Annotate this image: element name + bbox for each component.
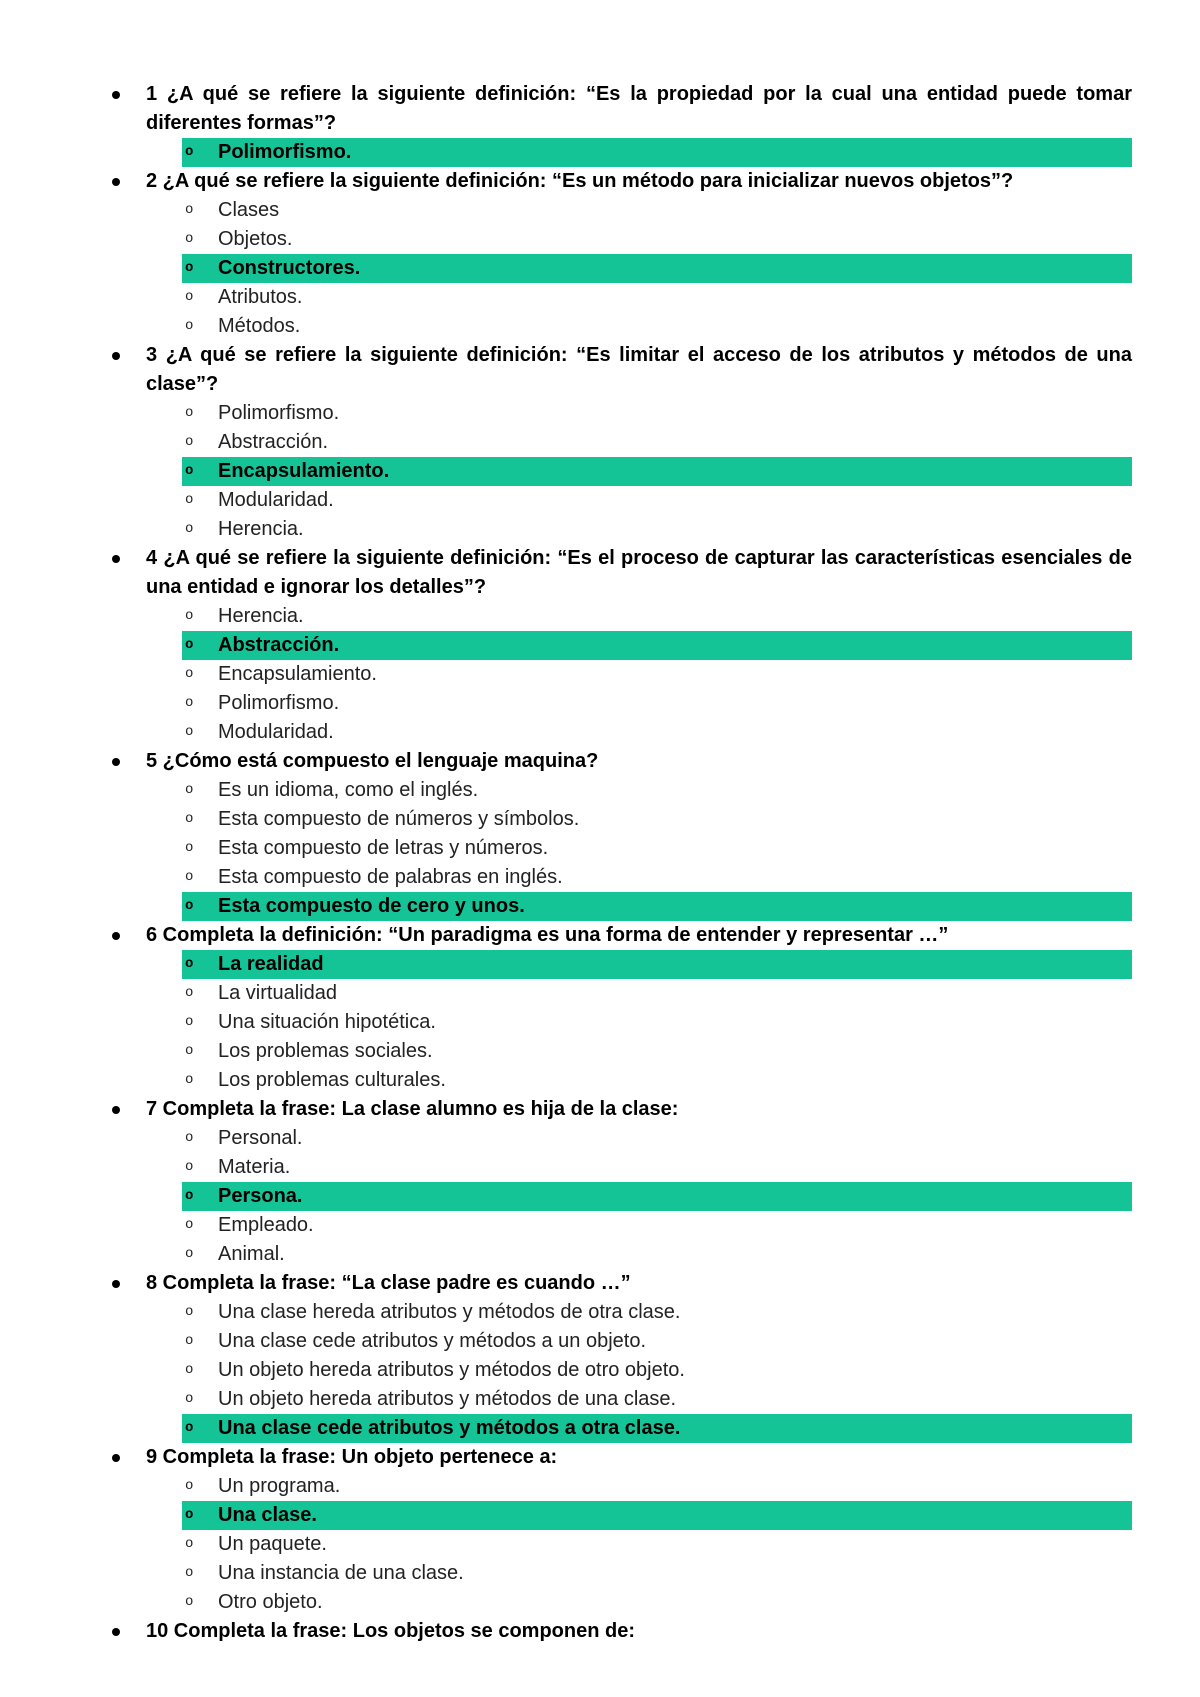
option-bullet-icon: o xyxy=(185,434,194,450)
answer-option xyxy=(182,1008,1132,1037)
option-bullet-icon: o xyxy=(185,1043,194,1059)
option-text: Abstracción. xyxy=(218,634,340,656)
answer-option xyxy=(182,689,1132,718)
option-bullet-icon: o xyxy=(185,1188,194,1204)
option-bullet-icon: o xyxy=(185,1159,194,1175)
bullet-icon xyxy=(112,932,120,940)
question-text: 3 ¿A qué se refiere la siguiente definición: “Es limitar el acceso de los atributos y métodos de una clase”? xyxy=(146,344,1132,395)
option-text: Una clase hereda atributos y métodos de otra clase. xyxy=(218,1301,681,1323)
question-8 xyxy=(146,1269,1132,1298)
answer-option xyxy=(182,1153,1132,1182)
answer-option-correct xyxy=(182,892,1132,921)
option-text: Esta compuesto de palabras en inglés. xyxy=(218,866,563,888)
question-5 xyxy=(146,747,1132,776)
option-bullet-icon: o xyxy=(185,782,194,798)
answer-option xyxy=(182,660,1132,689)
answer-option xyxy=(182,1530,1132,1559)
bullet-icon xyxy=(112,555,120,563)
question-10 xyxy=(146,1617,1132,1646)
option-text: Es un idioma, como el inglés. xyxy=(218,779,479,801)
option-text: Esta compuesto de cero y unos. xyxy=(218,895,525,917)
answer-option xyxy=(182,1066,1132,1095)
bullet-icon xyxy=(112,1628,120,1636)
question-2 xyxy=(146,167,1132,196)
option-bullet-icon: o xyxy=(185,1130,194,1146)
bullet-icon xyxy=(112,178,120,186)
option-bullet-icon: o xyxy=(185,202,194,218)
option-bullet-icon: o xyxy=(185,1594,194,1610)
option-bullet-icon: o xyxy=(185,1072,194,1088)
answer-option xyxy=(182,776,1132,805)
option-text: Empleado. xyxy=(218,1214,314,1236)
option-bullet-icon: o xyxy=(185,637,194,653)
answer-option xyxy=(182,805,1132,834)
question-9 xyxy=(146,1443,1132,1472)
option-text: Los problemas sociales. xyxy=(218,1040,433,1062)
bullet-icon xyxy=(112,1106,120,1114)
question-3 xyxy=(146,341,1132,399)
option-bullet-icon: o xyxy=(185,898,194,914)
question-text: 4 ¿A qué se refiere la siguiente definición: “Es el proceso de capturar las características esenciales de una entidad e ignorar los detalles”? xyxy=(146,547,1132,598)
option-bullet-icon: o xyxy=(185,666,194,682)
answer-option xyxy=(182,1124,1132,1153)
option-bullet-icon: o xyxy=(185,1362,194,1378)
option-bullet-icon: o xyxy=(185,1478,194,1494)
option-text: Modularidad. xyxy=(218,721,334,743)
question-text: 2 ¿A qué se refiere la siguiente definición: “Es un método para inicializar nuevos objetos”? xyxy=(146,170,1014,192)
option-bullet-icon: o xyxy=(185,144,194,160)
question-text: 6 Completa la definición: “Un paradigma es una forma de entender y representar …” xyxy=(146,924,949,946)
option-text: Un programa. xyxy=(218,1475,341,1497)
bullet-icon xyxy=(112,352,120,360)
option-text: Una instancia de una clase. xyxy=(218,1562,464,1584)
option-bullet-icon: o xyxy=(185,1014,194,1030)
answer-option xyxy=(182,1298,1132,1327)
question-1 xyxy=(146,80,1132,138)
answer-option xyxy=(182,1385,1132,1414)
option-text: Objetos. xyxy=(218,228,293,250)
answer-option xyxy=(182,486,1132,515)
option-text: Materia. xyxy=(218,1156,291,1178)
question-text: 7 Completa la frase: La clase alumno es hija de la clase: xyxy=(146,1098,679,1120)
option-bullet-icon: o xyxy=(185,811,194,827)
option-text: Una clase cede atributos y métodos a un objeto. xyxy=(218,1330,647,1352)
option-bullet-icon: o xyxy=(185,1217,194,1233)
option-bullet-icon: o xyxy=(185,405,194,421)
option-text: Métodos. xyxy=(218,315,301,337)
bullet-icon xyxy=(112,1454,120,1462)
bullet-icon xyxy=(112,1280,120,1288)
option-bullet-icon: o xyxy=(185,869,194,885)
answer-option xyxy=(182,1037,1132,1066)
option-text: Un paquete. xyxy=(218,1533,327,1555)
answer-option xyxy=(182,979,1132,1008)
option-text: Abstracción. xyxy=(218,431,329,453)
option-text: Otro objeto. xyxy=(218,1591,323,1613)
answer-option xyxy=(182,312,1132,341)
answer-option xyxy=(182,1588,1132,1617)
option-text: Animal. xyxy=(218,1243,285,1265)
option-text: Esta compuesto de números y símbolos. xyxy=(218,808,580,830)
option-bullet-icon: o xyxy=(185,1304,194,1320)
option-bullet-icon: o xyxy=(185,1536,194,1552)
option-bullet-icon: o xyxy=(185,985,194,1001)
option-text: Atributos. xyxy=(218,286,303,308)
option-bullet-icon: o xyxy=(185,1333,194,1349)
option-bullet-icon: o xyxy=(185,1420,194,1436)
option-text: Una situación hipotética. xyxy=(218,1011,436,1033)
option-text: Una clase. xyxy=(218,1504,317,1526)
option-bullet-icon: o xyxy=(185,956,194,972)
option-text: Una clase cede atributos y métodos a otra clase. xyxy=(218,1417,681,1439)
option-bullet-icon: o xyxy=(185,463,194,479)
question-text: 5 ¿Cómo está compuesto el lenguaje maquina? xyxy=(146,750,599,772)
option-bullet-icon: o xyxy=(185,231,194,247)
answer-option xyxy=(182,1240,1132,1269)
answer-option xyxy=(182,1356,1132,1385)
document-body xyxy=(0,80,1200,1646)
option-bullet-icon: o xyxy=(185,1507,194,1523)
answer-option-correct xyxy=(182,1182,1132,1211)
option-bullet-icon: o xyxy=(185,1565,194,1581)
option-bullet-icon: o xyxy=(185,840,194,856)
option-bullet-icon: o xyxy=(185,695,194,711)
option-bullet-icon: o xyxy=(185,1246,194,1262)
option-text: Polimorfismo. xyxy=(218,141,352,163)
option-text: Esta compuesto de letras y números. xyxy=(218,837,549,859)
option-bullet-icon: o xyxy=(185,260,194,276)
option-bullet-icon: o xyxy=(185,608,194,624)
option-text: Un objeto hereda atributos y métodos de otro objeto. xyxy=(218,1359,685,1381)
option-bullet-icon: o xyxy=(185,521,194,537)
answer-option-correct xyxy=(182,254,1132,283)
option-text: Polimorfismo. xyxy=(218,692,340,714)
question-6 xyxy=(146,921,1132,950)
option-text: Polimorfismo. xyxy=(218,402,340,424)
option-bullet-icon: o xyxy=(185,724,194,740)
answer-option-correct xyxy=(182,457,1132,486)
answer-option xyxy=(182,1211,1132,1240)
answer-option xyxy=(182,834,1132,863)
answer-option xyxy=(182,225,1132,254)
answer-option xyxy=(182,515,1132,544)
answer-option xyxy=(182,196,1132,225)
bullet-icon xyxy=(112,91,120,99)
answer-option-correct xyxy=(182,950,1132,979)
answer-option-correct xyxy=(182,1501,1132,1530)
question-text: 10 Completa la frase: Los objetos se componen de: xyxy=(146,1620,636,1642)
answer-option xyxy=(182,602,1132,631)
option-text: Herencia. xyxy=(218,518,304,540)
option-text: Un objeto hereda atributos y métodos de una clase. xyxy=(218,1388,677,1410)
answer-option xyxy=(182,1327,1132,1356)
answer-option xyxy=(182,863,1132,892)
option-text: La virtualidad xyxy=(218,982,337,1004)
question-text: 1 ¿A qué se refiere la siguiente definición: “Es la propiedad por la cual una entidad puede tomar diferentes formas”? xyxy=(146,83,1132,134)
answer-option xyxy=(182,428,1132,457)
answer-option-correct xyxy=(182,138,1132,167)
answer-option-correct xyxy=(182,631,1132,660)
option-text: Los problemas culturales. xyxy=(218,1069,446,1091)
option-text: Personal. xyxy=(218,1127,303,1149)
option-text: La realidad xyxy=(218,953,324,975)
bullet-icon xyxy=(112,758,120,766)
option-bullet-icon: o xyxy=(185,289,194,305)
answer-option xyxy=(182,1559,1132,1588)
question-text: 8 Completa la frase: “La clase padre es cuando …” xyxy=(146,1272,631,1294)
answer-option-correct xyxy=(182,1414,1132,1443)
answer-option xyxy=(182,718,1132,747)
option-bullet-icon: o xyxy=(185,1391,194,1407)
option-text: Encapsulamiento. xyxy=(218,460,390,482)
answer-option xyxy=(182,399,1132,428)
option-text: Constructores. xyxy=(218,257,361,279)
answer-option xyxy=(182,283,1132,312)
option-text: Persona. xyxy=(218,1185,303,1207)
option-bullet-icon: o xyxy=(185,318,194,334)
question-4 xyxy=(146,544,1132,602)
option-text: Clases xyxy=(218,199,280,221)
answer-option xyxy=(182,1472,1132,1501)
question-text: 9 Completa la frase: Un objeto pertenece a: xyxy=(146,1446,558,1468)
question-7 xyxy=(146,1095,1132,1124)
option-text: Herencia. xyxy=(218,605,304,627)
option-bullet-icon: o xyxy=(185,492,194,508)
option-text: Encapsulamiento. xyxy=(218,663,377,685)
option-text: Modularidad. xyxy=(218,489,334,511)
